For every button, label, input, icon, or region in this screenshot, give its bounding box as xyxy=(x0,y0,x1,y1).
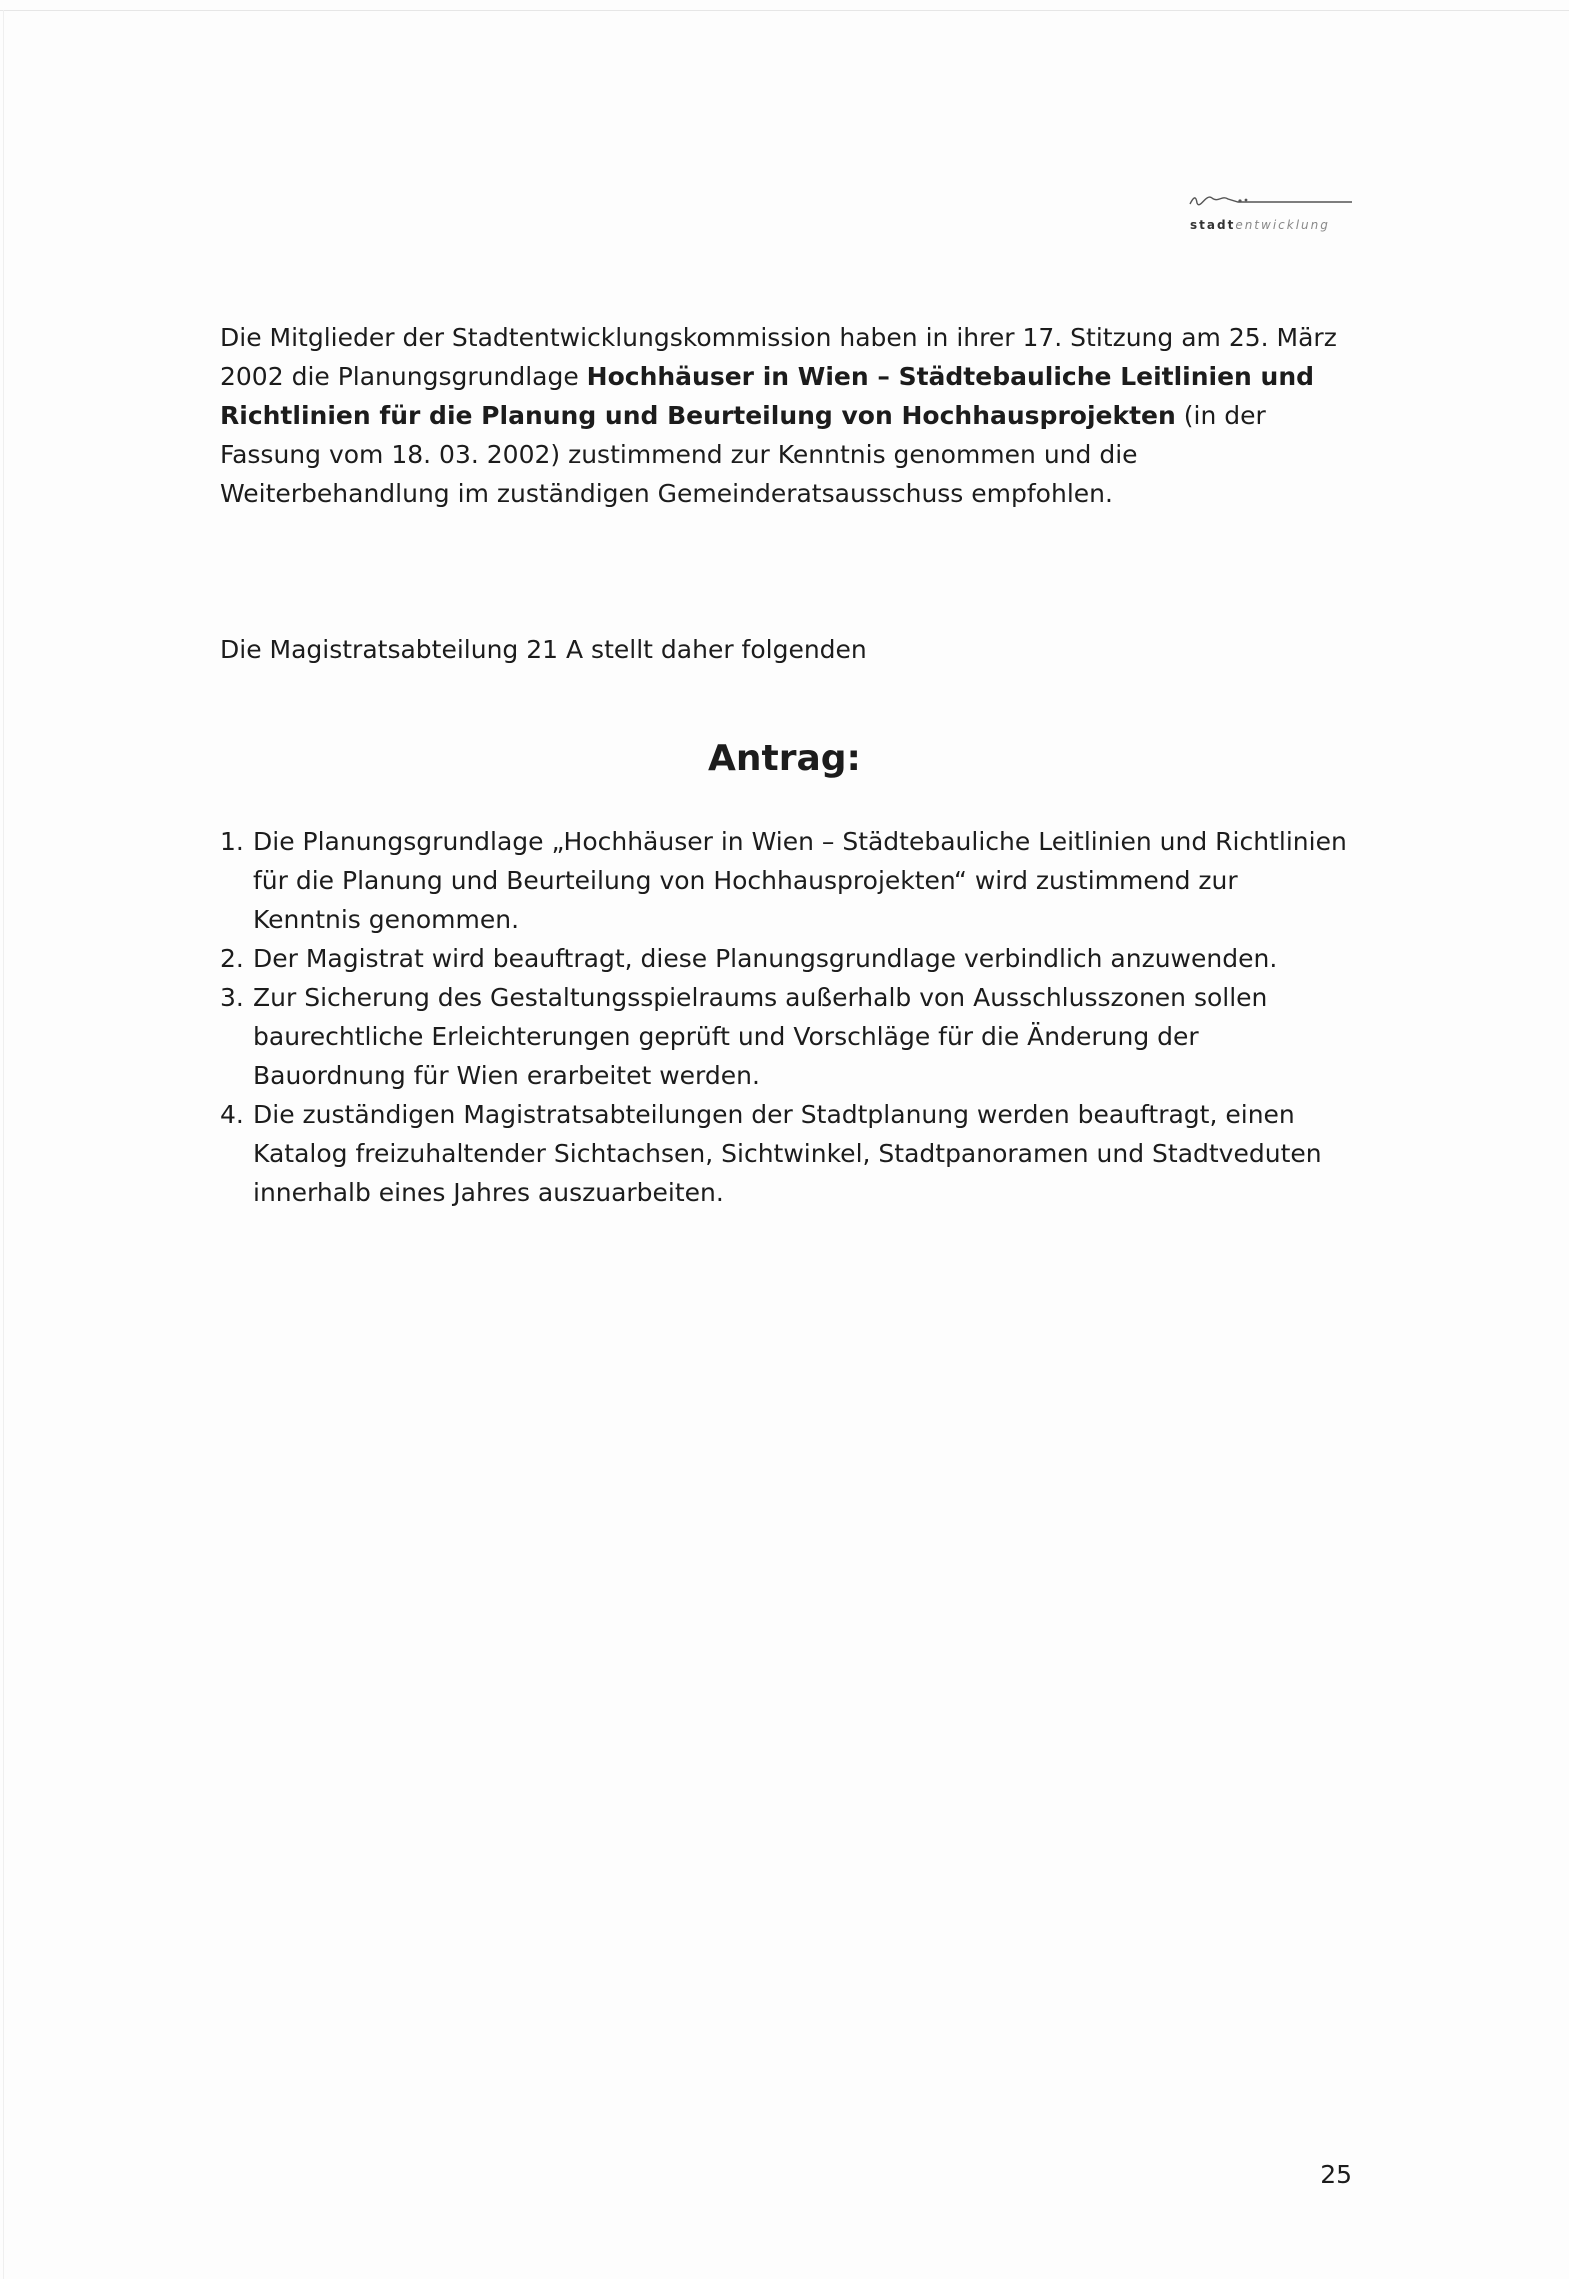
list-item xyxy=(220,939,1350,978)
wave-logo-icon xyxy=(1188,190,1354,216)
intro-document-title: Hochhäuser in Wien – Städtebauliche Leitlinien und Richtlinien für die Planung und Beurteilung von Hochhausprojekten xyxy=(220,362,1315,430)
list-item-text: Zur Sicherung des Gestaltungsspielraums außerhalb von Ausschlusszonen sollen baurechtliche Erleichterungen geprüft und Vorschläge für die Änderung der Bauordnung für Wien erarbeitet werden. xyxy=(253,983,1268,1090)
statement-paragraph: Die Magistratsabteilung 21 A stellt daher folgenden xyxy=(220,635,867,664)
list-item xyxy=(220,822,1350,939)
intro-text-start: Die Mitglieder der Stadtentwicklungskommission haben in ihrer 17. Stitzung am 25. März 2002 die Planungsgrundlage xyxy=(220,323,1337,391)
list-item-number: 1. xyxy=(220,827,244,856)
page-left-edge xyxy=(3,10,4,2279)
list-item-number: 2. xyxy=(220,944,244,973)
page-top-edge xyxy=(0,10,1569,11)
stadtentwicklung-logo xyxy=(1188,190,1354,238)
list-item-number: 4. xyxy=(220,1100,244,1129)
antrag-heading: Antrag: xyxy=(708,738,861,779)
intro-paragraph xyxy=(220,318,1350,513)
list-item-number: 3. xyxy=(220,983,244,1012)
list-item-text: Die Planungsgrundlage „Hochhäuser in Wien – Städtebauliche Leitlinien und Richtlinien für die Planung und Beurteilung von Hochhausprojekten“ wird zustimmend zur Kenntnis genommen. xyxy=(253,827,1347,934)
list-item-text: Die zuständigen Magistratsabteilungen der Stadtplanung werden beauftragt, einen Katalog freizuhaltender Sichtachsen, Sichtwinkel, Stadtpanoramen und Stadtveduten innerhalb eines Jahres auszuarbeiten. xyxy=(253,1100,1322,1207)
list-item xyxy=(220,1095,1350,1212)
antrag-list xyxy=(220,822,1350,1212)
list-item xyxy=(220,978,1350,1095)
logo-text xyxy=(1190,218,1330,232)
list-item-text: Der Magistrat wird beauftragt, diese Planungsgrundlage verbindlich anzuwenden. xyxy=(253,944,1278,973)
logo-text-light: entwicklung xyxy=(1235,218,1330,232)
page-number: 25 xyxy=(1320,2160,1352,2189)
intro-text-end: (in der Fassung vom 18. 03. 2002) zustimmend zur Kenntnis genommen und die Weiterbehandlung im zuständigen Gemeinderatsausschuss empfohlen. xyxy=(220,401,1266,508)
logo-text-strong: stadt xyxy=(1190,218,1236,232)
